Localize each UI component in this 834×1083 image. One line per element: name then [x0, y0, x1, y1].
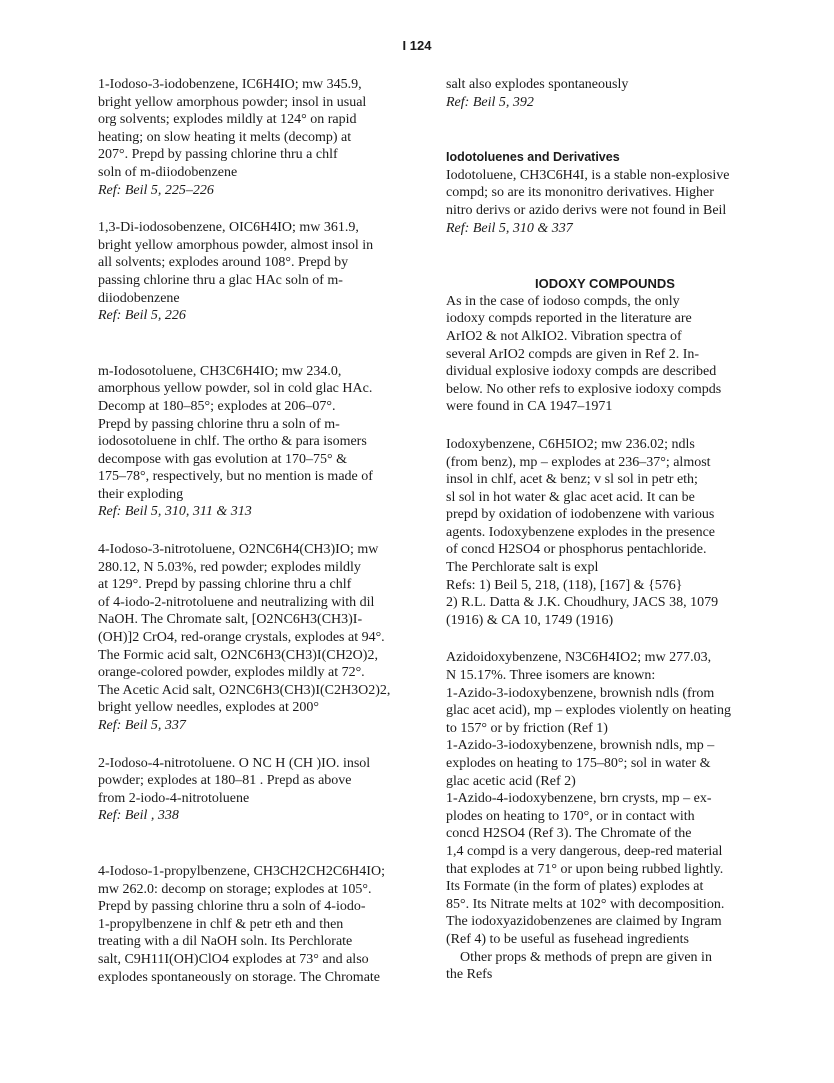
entry-reference: Ref: Beil 5, 337 — [98, 718, 186, 733]
entry-iodoxy-compounds — [446, 275, 764, 416]
entry-iodoxybenzene — [446, 436, 764, 630]
entry-line: As in the case of iodoso compds, the only — [446, 293, 680, 309]
entry-line: bright yellow needles, explodes at 200° — [98, 700, 319, 716]
entry-line: to 157° or by friction (Ref 1) — [446, 720, 608, 736]
entry-line: soln of m-diiodobenzene — [98, 164, 238, 180]
entry-line: at 129°. Prepd by passing chlorine thru a chlf — [98, 577, 352, 593]
entry-line: 2-Iodoso-4-nitrotoluene. O NC H (CH )IO. insol — [98, 755, 371, 771]
entry-line: several ArIO2 compds are given in Ref 2. In- — [446, 346, 700, 362]
entry-line: NaOH. The Chromate salt, [O2NC6H3(CH3)I- — [98, 612, 363, 628]
entry-line: The Acetic Acid salt, O2NC6H3(CH3)I(C2H3O2)2, — [98, 682, 391, 698]
entry-line: Other props & methods of prepn are given in — [460, 949, 712, 965]
entry-line: 280.12, N 5.03%, red powder; explodes mildly — [98, 559, 361, 575]
entry-iodosotoluene — [98, 363, 416, 521]
entry-line: treating with a dil NaOH soln. Its Perchlorate — [98, 934, 353, 950]
entry-line: Decomp at 180–85°; explodes at 206–07°. — [98, 398, 336, 414]
entry-line: 1-Azido-3-iodoxybenzene, brownish ndls, mp – — [446, 738, 715, 754]
entry-line: their exploding — [98, 486, 184, 502]
entry-line: The Formic acid salt, O2NC6H3(CH3)I(CH2O)2, — [98, 647, 378, 663]
entry-line: insol in chlf, acet & benz; v sl sol in petr eth; — [446, 472, 698, 488]
right-column — [446, 76, 764, 1004]
entry-line: from 2-iodo-4-nitrotoluene — [98, 790, 250, 806]
entry-line: org solvents; explodes mildly at 124° on rapid — [98, 112, 357, 128]
entry-line: passing chlorine thru a glac HAc soln of m- — [98, 272, 343, 288]
entry-line: concd H2SO4 (Ref 3). The Chromate of the — [446, 826, 692, 842]
entry-line: 1-Azido-4-iodoxybenzene, brn crysts, mp – ex- — [446, 791, 712, 807]
entry-line: prepd by oxidation of iodobenzene with various — [446, 507, 715, 523]
entry-line: Iodoxybenzene, C6H5IO2; mw 236.02; ndls — [446, 436, 695, 452]
entry-continuation — [446, 76, 764, 111]
entry-line: below. No other refs to explosive iodoxy compds — [446, 381, 722, 397]
entry-line: Iodotoluene, CH3C6H4I, is a stable non-explosive — [446, 167, 730, 183]
entry-reference: Ref: Beil 5, 310, 311 & 313 — [98, 504, 252, 520]
entry-line: all solvents; explodes around 108°. Prepd by — [98, 255, 349, 271]
entry-line: 1,3-Di-iodosobenzene, OIC6H4IO; mw 361.9, — [98, 220, 359, 236]
entry-line: heating; on slow heating it melts (decomp) at — [98, 129, 352, 145]
entry-reference: Ref: Beil 5, 392 — [446, 94, 534, 110]
entry-line: powder; explodes at 180–81 . Prepd as above — [98, 773, 352, 789]
entry-reference: Ref: Beil 5, 225–226 — [98, 182, 214, 198]
entry-line: bright yellow amorphous powder; insol in usual — [98, 94, 367, 110]
entry-reference: Ref: Beil 5, 310 & 337 — [446, 220, 573, 236]
entry-reference: Refs: 1) Beil 5, 218, (118), [167] & {576} — [446, 577, 683, 593]
entry-line: glac acetic acid (Ref 2) — [446, 773, 576, 789]
entry-line: (Ref 4) to be useful as fusehead ingredients — [446, 931, 689, 947]
entry-azidoiodoxybenzene — [446, 649, 764, 983]
entry-line: N 15.17%. Three isomers are known: — [446, 668, 656, 684]
entry-iodotoluenes — [446, 149, 764, 237]
section-title: IODOXY COMPOUNDS — [535, 276, 675, 292]
entry-reference: 2) R.L. Datta & J.K. Choudhury, JACS 38, 1079 — [446, 595, 719, 611]
entry-line: 207°. Prepd by passing chlorine thru a chlf — [98, 147, 338, 163]
entry-line: that explodes at 71° or upon being rubbed lightly. — [446, 861, 724, 877]
entry-line: mw 262.0: decomp on storage; explodes at 105°. — [98, 881, 372, 897]
entry-line: Prepd by passing chlorine thru a soln of m- — [98, 416, 340, 432]
entry-line: compd; so are its mononitro derivatives. Higher — [446, 185, 714, 201]
entry-line: decompose with gas evolution at 170–75° & — [98, 451, 348, 467]
entry-line: Prepd by passing chlorine thru a soln of 4-iodo- — [98, 899, 366, 915]
entry-line: 4-Iodoso-1-propylbenzene, CH3CH2CH2C6H4IO; — [98, 863, 385, 879]
entry-line: 1-Azido-3-iodoxybenzene, brownish ndls (from — [446, 685, 715, 701]
entry-line: Its Formate (in the form of plates) explodes at — [446, 879, 704, 895]
entry-line: iodoxy compds reported in the literature are — [446, 311, 692, 327]
entry-line: m-Iodosotoluene, CH3C6H4IO; mw 234.0, — [98, 363, 342, 379]
entry-line: plodes on heating to 170°, or in contact with — [446, 808, 695, 824]
entry-line: salt also explodes spontaneously — [446, 77, 629, 92]
entry-line: explodes on heating to 175–80°; sol in water & — [446, 756, 711, 771]
entry-line: iodosotoluene in chlf. The ortho & para isomers — [98, 434, 367, 450]
entry-line: orange-colored powder, explodes mildly at 72°. — [98, 665, 365, 681]
entry-line: amorphous yellow powder, sol in cold glac HAc. — [98, 381, 373, 397]
entry-line: 1,4 compd is a very dangerous, deep-red material — [446, 843, 723, 859]
entry-line: 85°. Its Nitrate melts at 102° with decomposition. — [446, 896, 725, 912]
entry-line: ArIO2 & not AlkIO2. Vibration spectra of — [446, 328, 682, 344]
entry-line: Azidoidoxybenzene, N3C6H4IO2; mw 277.03, — [446, 650, 712, 666]
entry-line: of concd H2SO4 or phosphorus pentachloride. — [446, 542, 707, 558]
entry-line: 1-Iodoso-3-iodobenzene, IC6H4IO; mw 345.9, — [98, 77, 362, 92]
entry-reference: (1916) & CA 10, 1749 (1916) — [446, 612, 614, 628]
entry-line: dividual explosive iodoxy compds are described — [446, 364, 717, 380]
entry-line: 4-Iodoso-3-nitrotoluene, O2NC6H4(CH3)IO; mw — [98, 542, 379, 558]
entry-line: (from benz), mp – explodes at 236–37°; almost — [446, 454, 711, 470]
left-column — [98, 76, 416, 1006]
entry-line: 175–78°, respectively, but no mention is made of — [98, 469, 373, 485]
entry-iodoso-4-nitrotoluene — [98, 755, 416, 825]
entry-line: diiodobenzene — [98, 290, 180, 306]
entry-line: bright yellow amorphous powder, almost insol in — [98, 237, 374, 253]
entry-iodoso-propylbenzene — [98, 863, 416, 986]
entry-line: sl sol in hot water & glac acet acid. It can be — [446, 489, 695, 505]
entry-reference: Ref: Beil 5, 226 — [98, 308, 186, 324]
entry-line: salt, C9H11I(OH)ClO4 explodes at 73° and also — [98, 951, 369, 967]
entry-line: The iodoxyazidobenzenes are claimed by Ingram — [446, 914, 722, 930]
entry-line: The Perchlorate salt is expl — [446, 560, 599, 576]
entry-iodoso-nitrotoluene — [98, 541, 416, 735]
entry-line: (OH)]2 CrO4, red-orange crystals, explodes at 94°. — [98, 630, 385, 646]
section-heading: Iodotoluenes and Derivatives — [446, 150, 620, 165]
entry-line: nitro derivs or azido derivs were not found in Beil — [446, 202, 727, 218]
entry-line: of 4-iodo-2-nitrotoluene and neutralizing with dil — [98, 594, 375, 610]
entry-line: explodes spontaneously on storage. The Chromate — [98, 969, 381, 985]
entry-line: 1-propylbenzene in chlf & petr eth and then — [98, 916, 344, 932]
entry-iodoso-iodobenzene — [98, 76, 416, 199]
entry-line: agents. Iodoxybenzene explodes in the presence — [446, 524, 716, 540]
entry-line: glac acet acid), mp – explodes violently on heating — [446, 703, 731, 719]
entry-di-iodosobenzene — [98, 219, 416, 325]
entry-reference: Ref: Beil , 338 — [98, 808, 179, 824]
entry-line: were found in CA 1947–1971 — [446, 399, 613, 415]
page-number: I 124 — [402, 38, 432, 53]
entry-line: the Refs — [446, 967, 493, 983]
